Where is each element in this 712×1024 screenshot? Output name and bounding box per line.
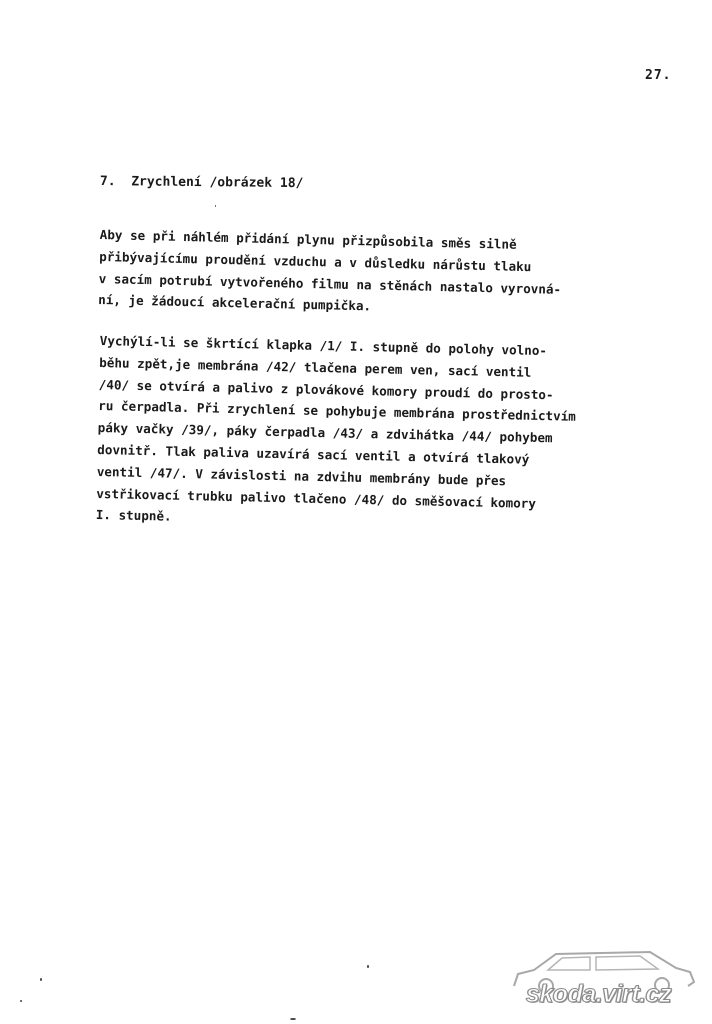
watermark (500, 948, 700, 1018)
paragraph-2 (96, 330, 578, 537)
scan-speck (290, 1018, 296, 1020)
text-line: přibývajícímu proudění vzduchu a v důsledku nárůstu tlaku (99, 248, 532, 274)
text-line: dovnitř. Tlak paliva uzavírá sací ventil a otvírá tlakový (97, 441, 530, 467)
section-heading: 7. Zrychlení /obrázek 18/ (99, 174, 304, 192)
text-line: ní, je žádoucí akcelerační pumpička. (98, 292, 372, 314)
text-line: Vychýlí-li se škrtící klapka /1/ I. stupně do polohy volno- (99, 332, 548, 359)
watermark-text: skoda.virt.cz (526, 980, 671, 1008)
scan-speck (20, 1000, 22, 1002)
text-line: běhu zpět,je membrána /42/ tlačena perem ven, sací ventil (99, 354, 532, 380)
paragraph-1 (98, 224, 562, 322)
text-line: Aby se při náhlém přidání plynu přizpůsobila směs silně (99, 226, 517, 252)
text-line: /40/ se otvírá a palivo z plovákové komory proudí do prosto- (98, 376, 554, 402)
text-line: v sacím potrubí vytvořeného filmu na stěnách nastalo vyrovná- (98, 270, 562, 297)
text-line: I. stupně. (95, 507, 172, 525)
scan-speck (367, 965, 369, 968)
page-number: 27. (645, 68, 672, 83)
text-line: ventil /47/. V závislosti na zdvihu membrány bude přes (96, 463, 507, 489)
text-line: vstřikovací trubku palivo tlačeno /48/ do směšovací komory (96, 485, 537, 511)
scan-speck (215, 205, 216, 207)
scan-speck (40, 978, 42, 981)
text-line: páky vačky /39/, páky čerpadla /43/ a zdvihátka /44/ pohybem (97, 420, 553, 446)
text-line: ru čerpadla. Při zrychlení se pohybuje membrána prostřednictvím (98, 398, 576, 425)
